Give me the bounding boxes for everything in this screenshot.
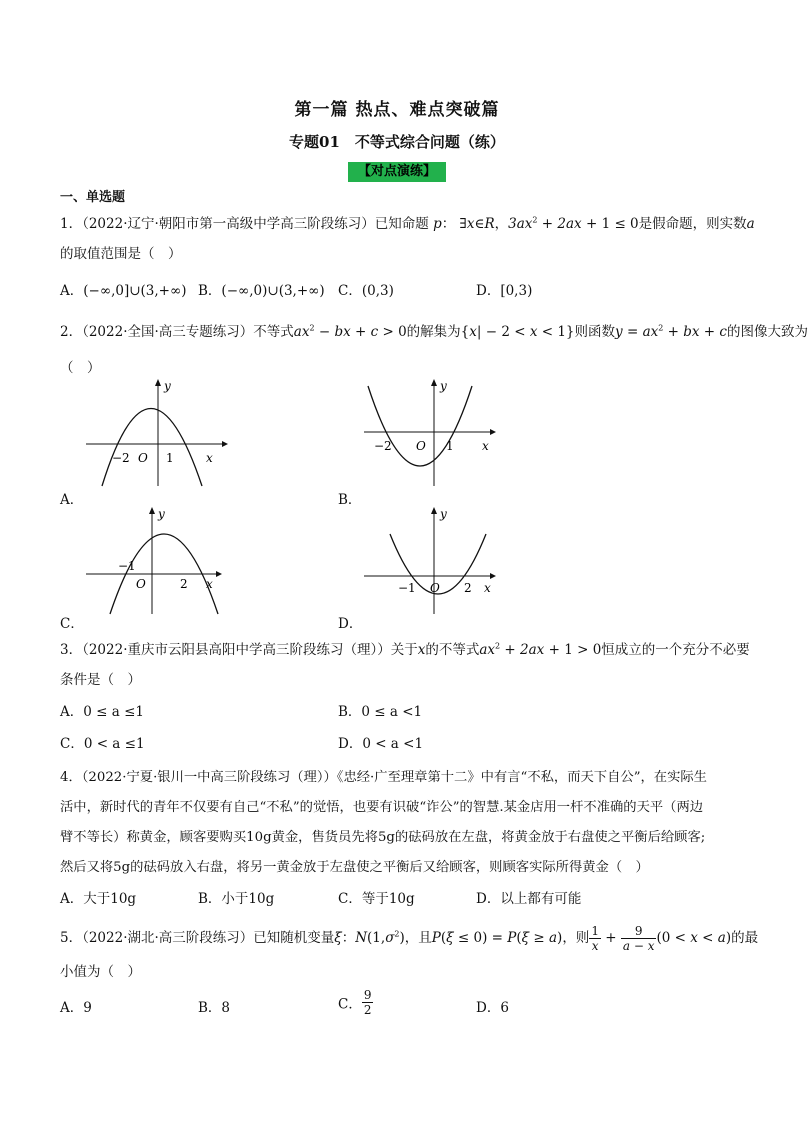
- q4-line1: 4．（2022·宁夏·银川一中高三阶段练习（理））《忠经·广至理章第十二》中有言“不私，而天下自公”，在实际生: [60, 770, 707, 785]
- x-axis-label: x: [484, 581, 491, 595]
- q2-line1: 2．（2022·全国·高三专题练习）不等式$ax^2$ − bx + c > 0的解集为{x| − 2 < x < 1}则函数$y = ax^2$ + bx + c的图像大致为: [60, 323, 808, 340]
- tick-label: 2: [180, 577, 188, 591]
- q3-option-c: C．0 < a ≤1: [60, 736, 145, 752]
- tick-label: −1: [118, 559, 136, 573]
- q1-line1: 1．（2022·辽宁·朝阳市第一高级中学高三阶段练习）已知命题 p： ∃x∈R，$3ax^2 + 2ax + 1 \le 0$是假命题，则实数a: [60, 215, 755, 232]
- q2-option-a: A．: [60, 492, 84, 508]
- x-axis-label: x: [482, 439, 489, 453]
- q3-option-d: D．0 < a <1: [338, 736, 424, 752]
- tick-label: −2: [112, 451, 130, 465]
- y-axis-label: y: [440, 507, 447, 521]
- q2-graph-a: [82, 376, 232, 488]
- tick-label: −2: [374, 439, 392, 453]
- q2-graph-b: [360, 376, 510, 488]
- tick-label: 1: [166, 451, 174, 465]
- q5-option-b: B．8: [198, 1000, 231, 1016]
- q3-option-b: B．0 ≤ a <1: [338, 704, 423, 720]
- q2-option-b: B．: [338, 492, 362, 508]
- q3-line1: 3．（2022·重庆市云阳县高阳中学高三阶段练习（理））关于x的不等式$ax^2 + 2ax + 1 > 0$恒成立的一个充分不必要: [60, 641, 750, 658]
- origin-label: O: [416, 439, 426, 453]
- q3-option-a: A．0 ≤ a ≤1: [60, 704, 144, 720]
- q2-line2: （ ）: [60, 360, 101, 376]
- page-title: 第一篇 热点、难点突破篇: [294, 100, 500, 120]
- q4-line4: 然后又将5g的砝码放入右盘，将另一黄金放于左盘使之平衡后又给顾客，则顾客实际所得黄金（ ）: [60, 860, 649, 875]
- q2-graph-c: [82, 504, 232, 616]
- q5-line2: 小值为（ ）: [60, 964, 141, 980]
- q2-option-d: D．: [338, 616, 363, 632]
- q5-option-c: C． $\frac{9}{2}$: [338, 988, 372, 1017]
- section-heading: 一、单选题: [60, 190, 126, 205]
- origin-label: O: [430, 581, 440, 595]
- y-axis-label: y: [164, 379, 171, 393]
- q2-option-c: C．: [60, 616, 84, 632]
- tick-label: 2: [464, 581, 472, 595]
- x-axis-label: x: [206, 451, 213, 465]
- q1-line2: 的取值范围是（ ）: [60, 246, 182, 262]
- tick-label: −1: [398, 581, 416, 595]
- y-axis-label: y: [440, 379, 447, 393]
- q4-option-b: B．小于10g: [198, 891, 275, 907]
- q5-line1: 5．（2022·湖北·高三阶段练习）已知随机变量ξ：$N(1,\sigma^2)$，且P(ξ ≤ 0) = P(ξ ≥ a)，则 $\frac{1}{x}$ + $\frac{9}{a - x}$ (0 < x < a)的最: [60, 924, 759, 953]
- tick-label: 1: [446, 439, 454, 453]
- practice-badge: 【对点演练】: [348, 162, 446, 182]
- q4-option-d: D．以上都有可能: [476, 891, 582, 907]
- origin-label: O: [136, 577, 146, 591]
- q4-line2: 活中，新时代的青年不仅要有自己“不私”的觉悟，也要有识破“诈公”的智慧.某金店用一杆不准确的天平（两边: [60, 800, 704, 815]
- q1-option-c: C．(0,3): [338, 283, 394, 299]
- y-axis-label: y: [158, 507, 165, 521]
- q4-line3: 臂不等长）称黄金，顾客要购买10g黄金，售货员先将5g的砝码放在左盘，将黄金放于右盘使之平衡后给顾客;: [60, 830, 706, 845]
- q5-option-d: D．6: [476, 1000, 509, 1016]
- q1-option-b: B．(−∞,0)∪(3,+∞): [198, 283, 325, 299]
- q4-option-a: A．大于10g: [60, 891, 137, 907]
- x-axis-label: x: [206, 577, 213, 591]
- q5-option-a: A．9: [60, 1000, 92, 1016]
- q1-option-a: A．(−∞,0]∪(3,+∞): [60, 283, 187, 299]
- q4-option-c: C．等于10g: [338, 891, 415, 907]
- q1-option-d: D．[0,3): [476, 283, 533, 299]
- q3-line2: 条件是（ ）: [60, 672, 141, 688]
- page-subtitle: 专题01 不等式综合问题（练）: [289, 133, 505, 151]
- origin-label: O: [138, 451, 148, 465]
- q2-graph-d: [360, 504, 510, 616]
